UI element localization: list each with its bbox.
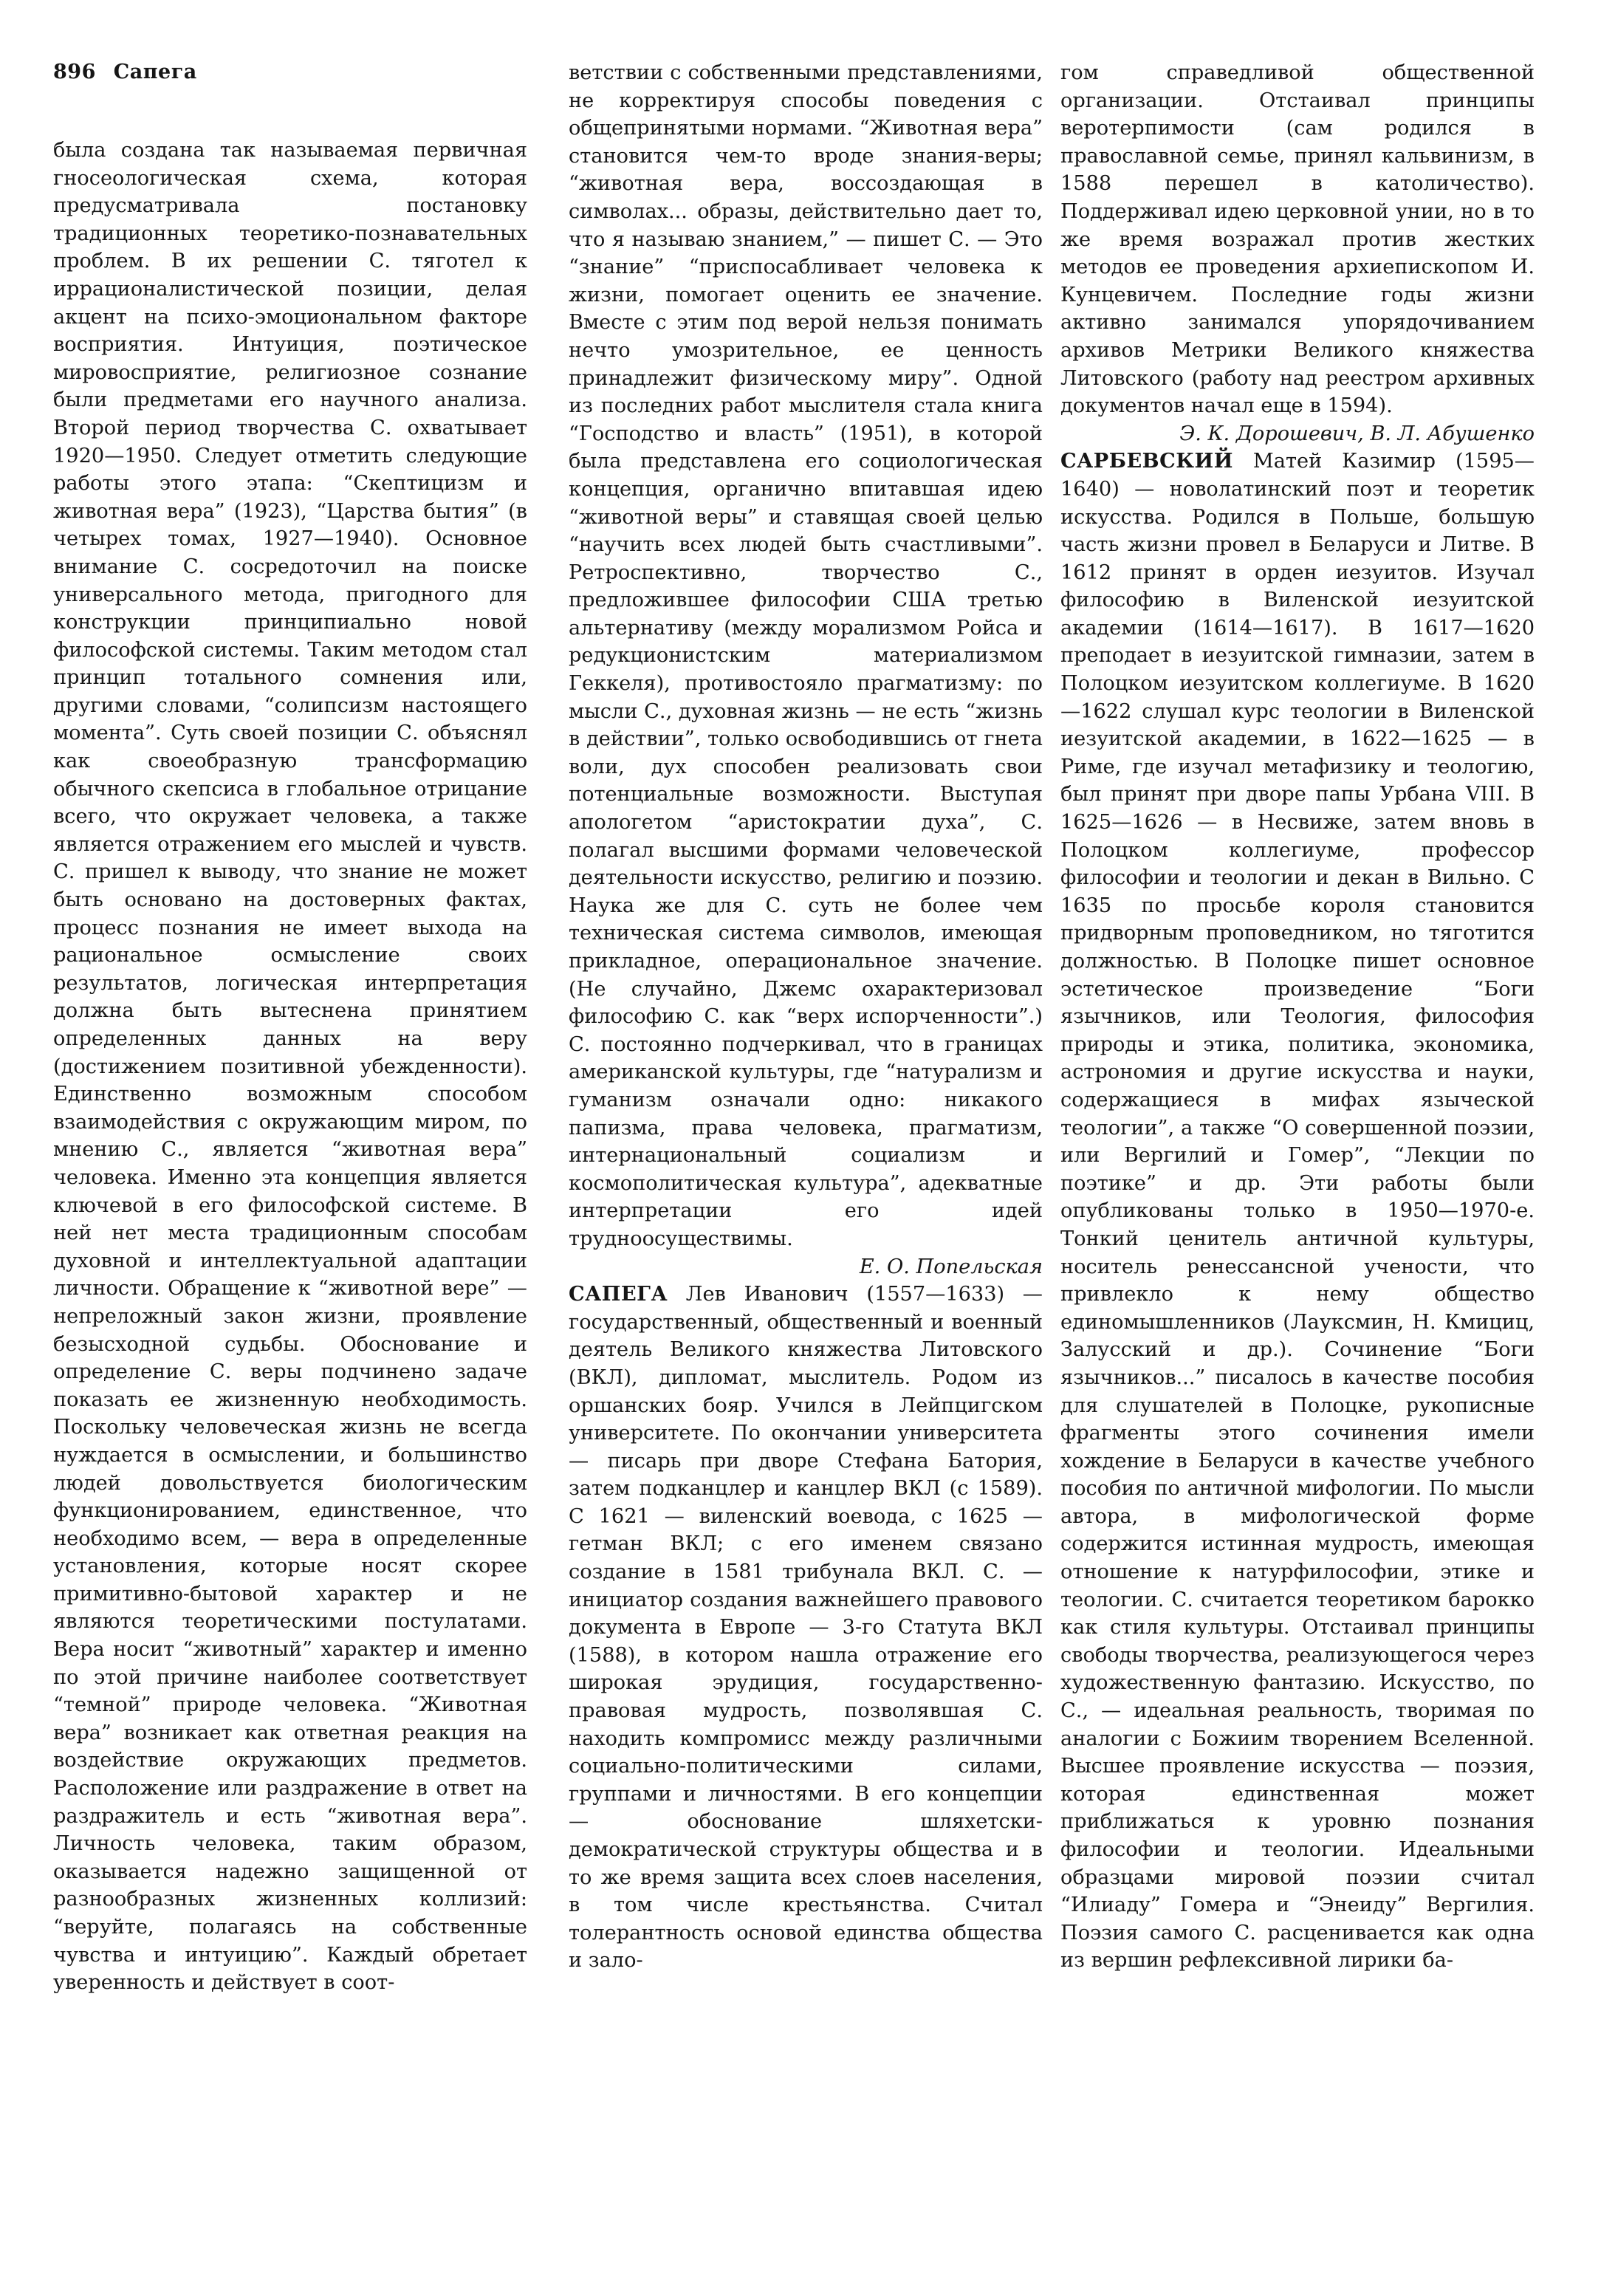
column-3 [1060,59,1535,1975]
entry-sarbevsky [1060,448,1535,1975]
entry-text: Матей Казимир (1595—1640) — новолатинский поэт и теоретик искусства. Родился в Польше, большую часть жизни провел в Беларуси и Литве. В 1612 принят в орден иезуитов. Изучал философию в Виленской иезуитской академии (1614—1617). В 1617—1620 преподает в иезуитской гимназии, затем в Полоцком иезуитском коллегиуме. В 1620—1622 слушал курс теологии в Виленской иезуитской академии, в 1622—1625 — в Риме, где изучал метафизику и теологию, был принят при дворе папы Урбана VIII. В 1625—1626 — в Несвиже, затем вновь в Полоцком коллегиуме, профессор философии и теологии и декан в Вильно. С 1635 по просьбе короля становится придворным проповедником, но тяготится должностью. В Полоцке пишет основное эстетическое произведение “Боги язычников, или Теология, философия природы и этика, политика, экономика, астрономия и другие искусства и науки, содержащиеся в мифах языческой теологии”, а также “О совершенной поэзии, или Вергилий и Гомер”, “Лекции по поэтике” и др. Эти работы были опубликованы только в 1950—1970-е. Тонкий ценитель античной культуры, носитель ренессансной учености, что привлекло к нему общество единомышленников (Лауксмин, Н. Кмициц, Залусский и др.). Сочинение “Боги язычников...” писалось в качестве пособия для слушателей в Полоцке, рукописные фрагменты этого сочинения имели хождение в Беларуси в качестве учебного пособия по античной мифологии. По мысли автора, в мифологической форме содержится истинная мудрость, имеющая отношение к натурфилософии, этике и теологии. С. считается теоретиком барокко как стиля культуры. Отстаивал принципы свободы творчества, реализующегося через художественную фантазию. Искусство, по С., — идеальная реальность, творимая по аналогии с Божиим творением Вселенной. Высшее проявление искусства — поэзия, которая единственная может приближаться к уровню познания философии и теологии. Идеальными образцами мировой поэзии считал “Илиаду” Гомера и “Энеиду” Вергилия. Поэзия самого С. расценивается как одна из вершин рефлексивной лирики ба- [1060,450,1535,1973]
column-3-text: гом справедливой общественной организации. Отстаивал принципы веротерпимости (сам родился в православной семье, принял кальвинизм, в 1588 перешел в католичество). Поддерживал идею церковной унии, но в то же время возражал против жестких методов ее проведения архиепископом И. Кунцевичем. Последние годы жизни активно занимался упорядочиванием архивов Метрики Великого княжества Литовского (работу над реестром архивных документов начал еще в 1594). [1060,61,1535,418]
running-title: Сапега [113,61,197,83]
entry-text: Лев Иванович (1557—1633) — государственный, общественный и военный деятель Великого княжества Литовского (ВКЛ), дипломат, мыслитель. Родом из оршанских бояр. Учился в Лейпцигском университете. По окончании университета — писарь при дворе Стефана Батория, затем подканцлер и канцлер ВКЛ (с 1589). С 1621 — виленский воевода, с 1625 — гетман ВКЛ; с его именем связано создание в 1581 трибунала ВКЛ. С. — инициатор создания важнейшего правового документа в Европе — 3-го Статута ВКЛ (1588), в котором нашла отражение его широкая эрудиция, государственно-правовая мудрость, позволявшая С. находить компромисс между различными социально-политическими силами, группами и личностями. В его концепции — обоснование шляхетски-демократической структуры общества и в то же время защита всех слоев населения, в том числе крестьянства. Считал толерантность основой единства общества и зало- [569,1283,1043,1973]
entry-headword: САПЕГА [569,1282,668,1306]
column-2 [569,59,1043,1975]
author-signature: Е. О. Попельская [859,1255,1043,1278]
running-head [53,61,197,83]
page-number: 896 [53,61,96,83]
author-signature: Э. К. Дорошевич, В. Л. Абушенко [1179,422,1535,445]
column-1-text: была создана так называемая первичная гносеологическая схема, которая предусматривала постановку традиционных теоретико-познавательных проблем. В их решении С. тяготел к иррационалистической позиции, делая акцент на психо-эмоциональном факторе восприятия. Интуиция, поэтическое мировосприятие, религиозное сознание были предметами его научного анализа. Второй период творчества С. охватывает 1920—1950. Следует отметить следующие работы этого этапа: “Скептицизм и животная вера” (1923), “Царства бытия” (в четырех томах, 1927—1940). Основное внимание С. сосредоточил на поиске универсального метода, пригодного для конструкции принципиально новой философской системы. Таким методом стал принцип тотального сомнения или, другими словами, “солипсизм настоящего момента”. Суть своей позиции С. объяснял как своеобразную трансформацию обычного скепсиса в глобальное отрицание всего, что окружает человека, а также является отражением его мыслей и чувств. С. пришел к выводу, что знание не может быть основано на достоверных фактах, процесс познания не имеет выхода на рациональное осмысление своих результатов, логическая интерпретация должна быть вытеснена принятием определенных данных на веру (достижением позитивной убежденности). Единственно возможным способом взаимодействия с окружающим миром, по мнению С., является “животная вера” человека. Именно эта концепция является ключевой в его философской системе. В ней нет места традиционным способам духовной и интеллектуальной адаптации личности. Обращение к “животной вере” — непреложный закон жизни, проявление безысходной судьбы. Обоснование и определение С. веры подчинено задаче показать ее жизненную необходимость. Поскольку человеческая жизнь не всегда нуждается в осмыслении, и большинство людей довольствуется биологическим функционированием, единственное, что необходимо всем, — вера в определенные установления, которые носят скорее примитивно-бытовой характер и не являются теоретическими постулатами. Вера носит “животный” характер и именно по этой причине наиболее соответствует “темной” природе человека. “Животная вера” возникает как ответная реакция на воздействие окружающих предметов. Расположение или раздражение в ответ на раздражитель и есть “животная вера”. Личность человека, таким образом, оказывается надежно защищенной от разнообразных жизненных коллизий: “веруйте, полагаясь на собственные чувства и интуицию”. Каждый обретает уверенность и действует в соот- [53,139,527,1995]
entry-headword: САРБЕВСКИЙ [1060,449,1233,473]
column-1 [53,137,527,1997]
column-2-text: ветствии с собственными представлениями, не корректируя способы поведения с общепринятыми нормами. “Животная вера” становится чем-то вроде знания-веры; “животная вера, воссоздающая в символах... образы, действительно дает то, что я называю знанием,” — пишет С. — Это “знание” “приспосабливает человека к жизни, помогает оценить ее значение. Вместе с этим под верой нельзя понимать нечто умозрительное, ее ценность принадлежит физическому миру”. Одной из последних работ мыслителя стала книга “Господство и власть” (1951), в которой была представлена его социологическая концепция, органично впитавшая идею “животной веры” и ставящая своей целью “научить всех людей быть счастливыми”. Ретроспективно, творчество С., предложившее философии США третью альтернативу (между морализмом Ройса и редукционистским материализмом Геккеля), противостояло прагматизму: по мысли С., духовная жизнь — не есть “жизнь в действии”, только освободившись от гнета воли, дух способен реализовать свои потенциальные возможности. Выступая апологетом “аристократии духа”, С. полагал высшими формами человеческой деятельности искусство, религию и поэзию. Наука же для С. суть не более чем техническая система символов, имеющая прикладное, операциональное значение. (Не случайно, Джемс охарактеризовал философию С. как “верх испорченности”.) С. постоянно подчеркивал, что в границах американской культуры, где “натурализм и гуманизм означали одно: никакого папизма, права человека, прагматизм, интернациональный социализм и космополитическая культура”, адекватные интерпретации его идей трудноосуществимы. [569,61,1043,1250]
entry-sapega [569,1281,1043,1975]
